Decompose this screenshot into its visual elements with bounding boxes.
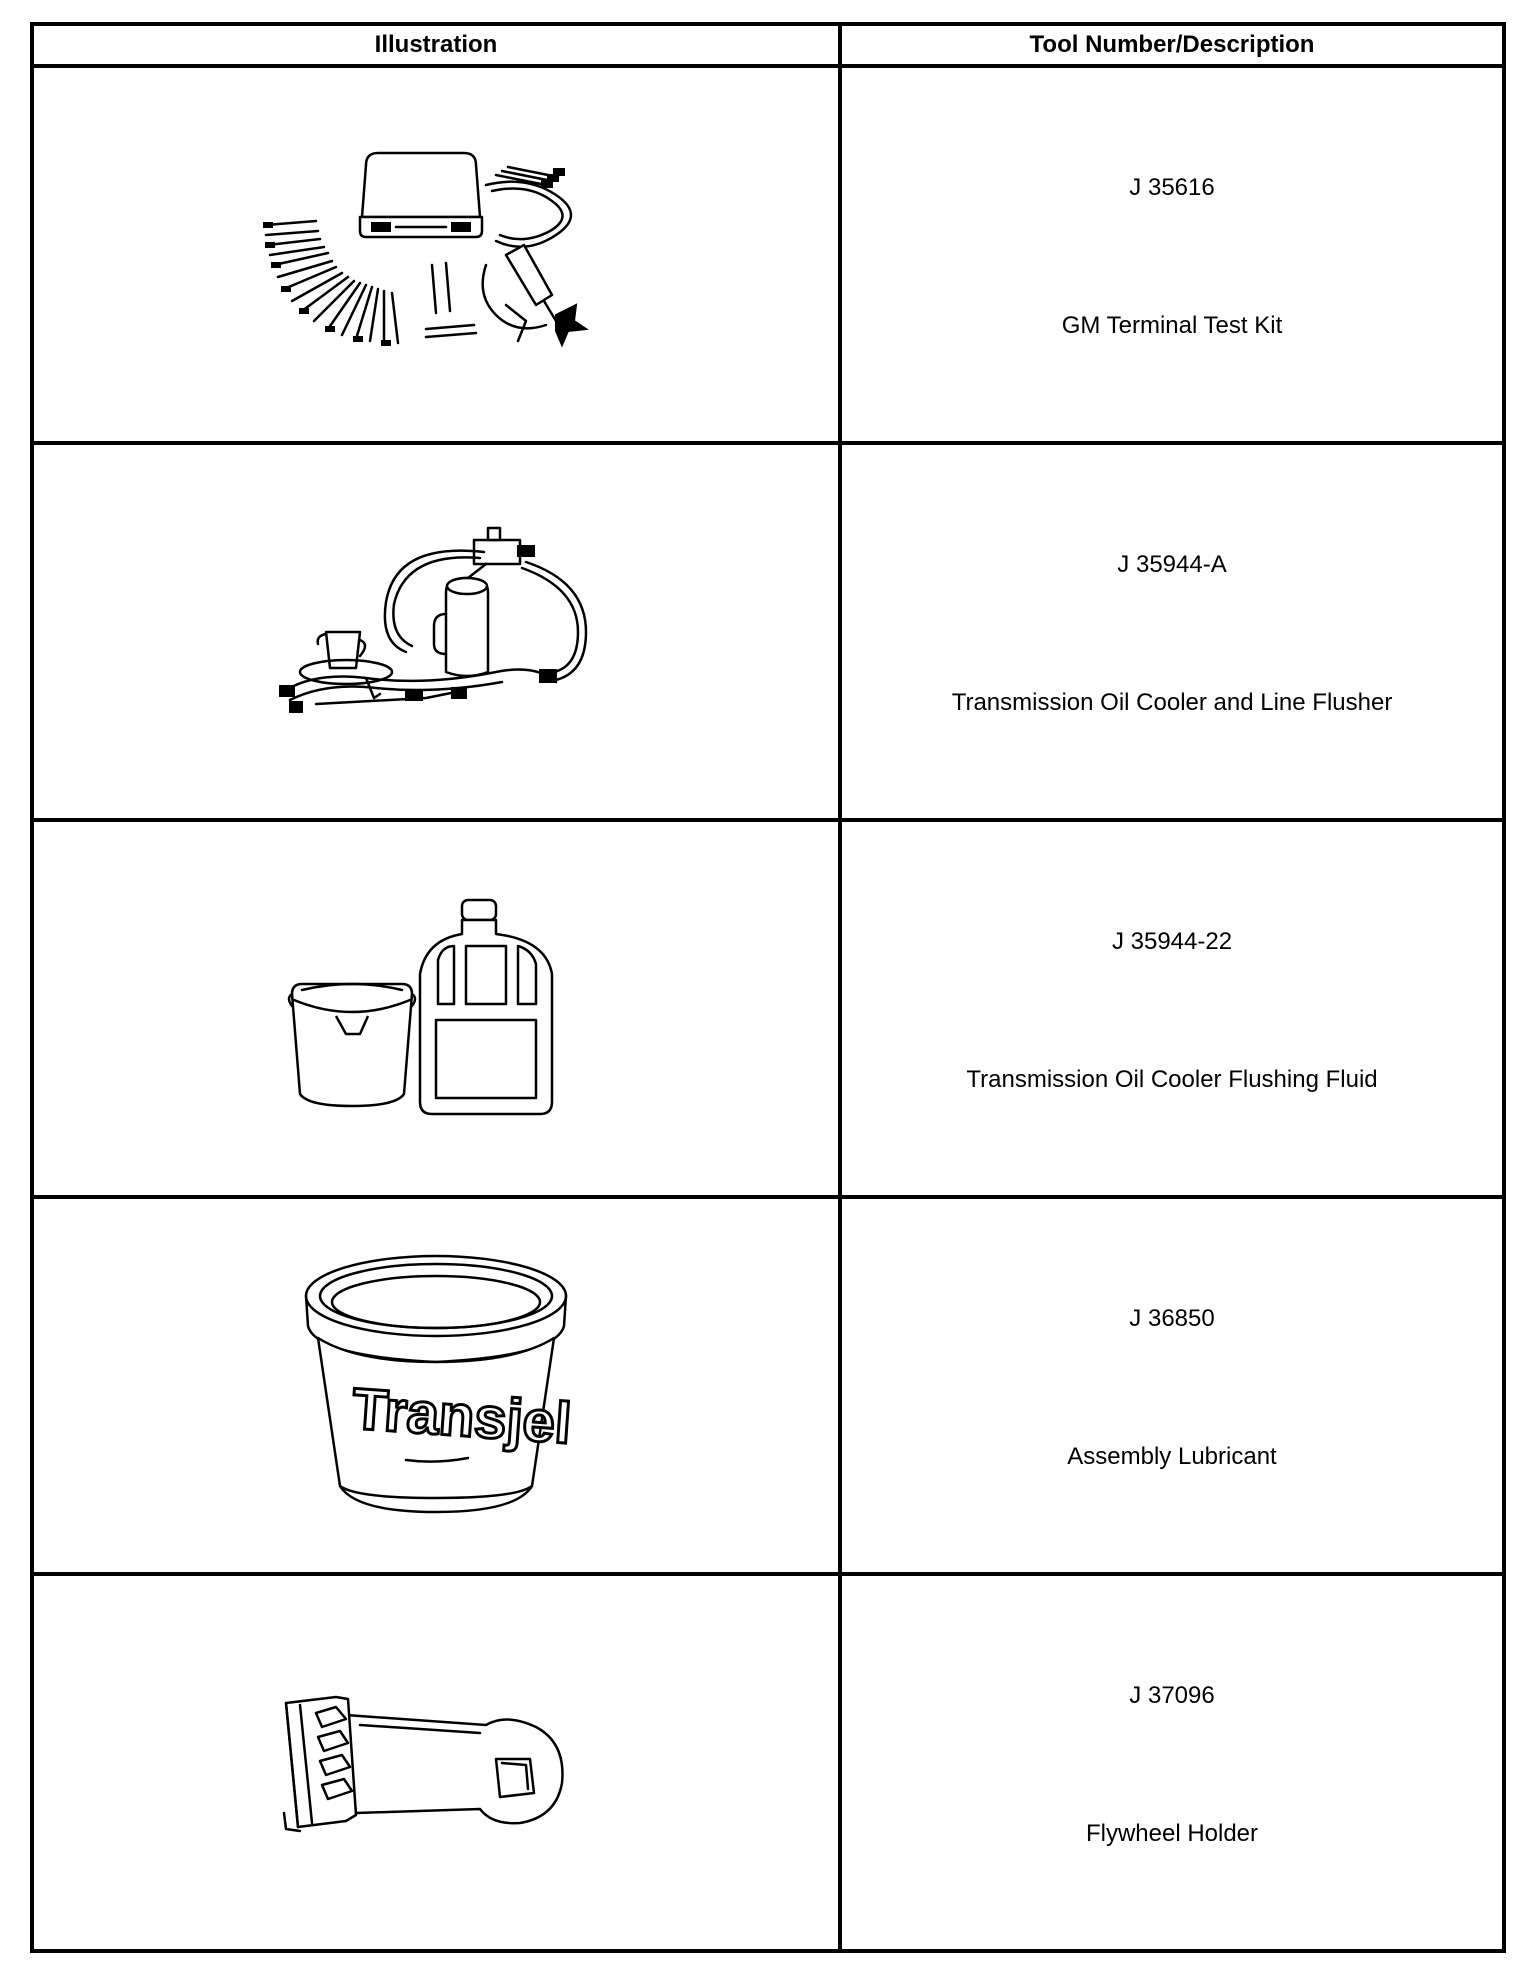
description-cell [840,820,1504,1197]
table-row [32,66,1504,443]
tool-name: Flywheel Holder [1085,1820,1259,1847]
description-cell [840,443,1504,820]
illustration-cell [32,443,840,820]
illustration-cell [32,1197,840,1574]
tool-name: Transmission Oil Cooler Flushing Fluid [966,1066,1378,1093]
description-cell [840,1574,1504,1951]
tub-label-logo: Transjel [350,1375,574,1456]
illustration-cell [32,820,840,1197]
tool-name: Transmission Oil Cooler and Line Flusher [951,689,1393,716]
tool-number: J 35944-A [1117,551,1227,578]
tool-name: Assembly Lubricant [1067,1443,1277,1470]
flywheel-holder-icon [256,1663,616,1863]
tool-number: J 35616 [1129,174,1215,201]
table-row [32,443,1504,820]
illustration-cell [32,66,840,443]
illustration-header: Illustration [32,24,840,66]
table-row [32,820,1504,1197]
description-header: Tool Number/Description [840,24,1504,66]
description-cell [840,66,1504,443]
description-cell [840,1197,1504,1574]
tool-name: GM Terminal Test Kit [1061,312,1283,339]
table-row [32,1197,1504,1574]
assembly-lubricant-tub-icon [256,1246,616,1526]
special-tools-table [30,22,1506,1953]
table-row [32,1574,1504,1951]
tool-number: J 36850 [1129,1305,1215,1332]
tool-number: J 37096 [1129,1682,1215,1709]
header-row [32,24,1504,66]
flushing-fluid-icon [256,894,616,1124]
terminal-test-kit-icon [256,145,616,365]
oil-cooler-flusher-icon [256,522,616,742]
tool-number: J 35944-22 [1111,928,1233,955]
illustration-cell [32,1574,840,1951]
